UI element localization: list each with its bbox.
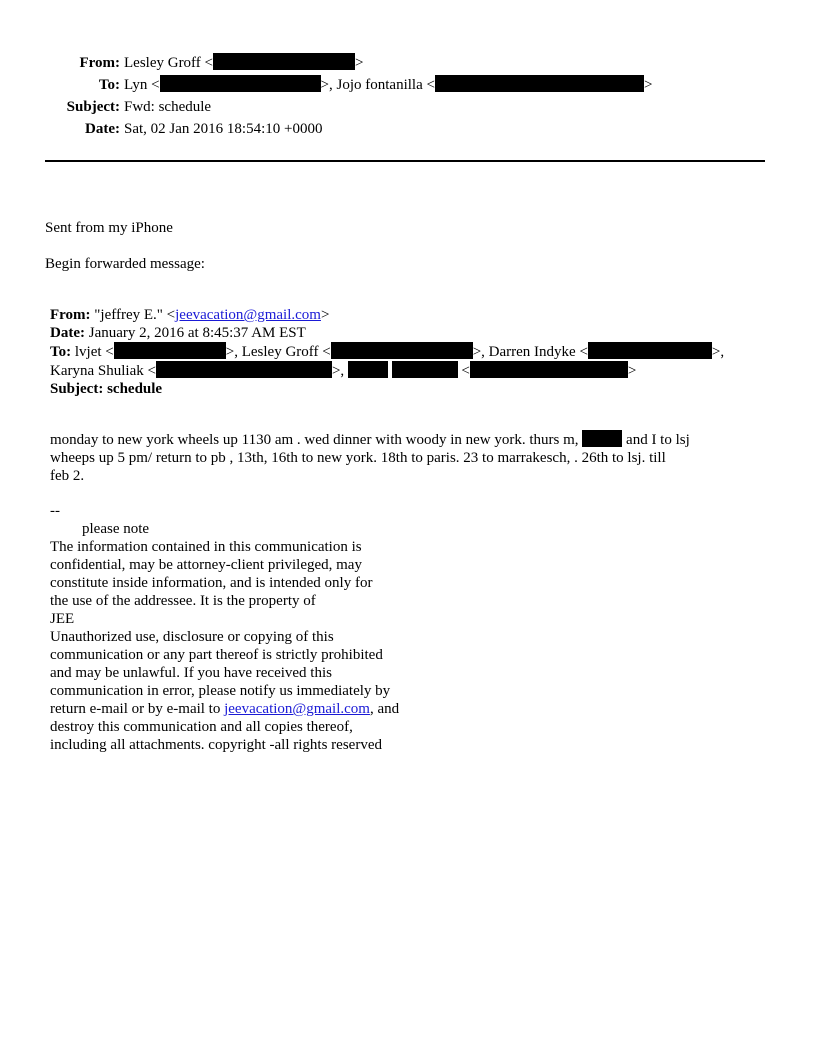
fwd-subject-label: Subject: [50, 381, 104, 397]
redaction-bar [435, 75, 644, 92]
signature-email-link[interactable]: jeevacation@gmail.com [224, 701, 370, 717]
disclaimer-line: the use of the addressee. It is the property of [50, 593, 316, 609]
redaction-bar [160, 75, 321, 92]
redaction-bar [470, 361, 628, 378]
fwd-to-part: >, [331, 363, 345, 379]
header-date-value: Sat, 02 Jan 2016 18:54:10 +0000 [124, 121, 323, 137]
header-date-row [40, 118, 760, 140]
begin-forwarded-line: Begin forwarded message: [45, 256, 205, 272]
message-line [50, 430, 765, 449]
message-body [50, 430, 765, 485]
fwd-subject-row [50, 380, 765, 398]
fwd-to-part: < [461, 363, 470, 379]
disclaimer-line: communication or any part thereof is strictly prohibited [50, 647, 383, 663]
header-subject-row [40, 96, 760, 118]
redaction-bar [213, 53, 355, 70]
forwarded-header [50, 306, 765, 398]
redaction-bar [348, 361, 388, 378]
disclaimer-line [50, 700, 450, 718]
message-text: and I to lsj [626, 432, 690, 448]
fwd-to-row [50, 342, 765, 361]
disclaimer-line: JEE [50, 611, 75, 627]
fwd-from-name: "jeffrey E." < [94, 307, 176, 323]
disclaimer-line: constitute inside information, and is intended only for [50, 575, 373, 591]
message-line: wheeps up 5 pm/ return to pb , 13th, 16th to new york. 18th to paris. 23 to marrakesch, . 26th to lsj. till [50, 450, 666, 466]
redaction-bar [156, 361, 332, 378]
fwd-date-row [50, 324, 765, 342]
redaction-bar [331, 342, 473, 359]
disclaimer-line: Unauthorized use, disclosure or copying of this [50, 629, 334, 645]
fwd-to-part: >, Darren Indyke < [472, 344, 588, 360]
header-from-name: Lesley Groff < [124, 55, 213, 71]
return-suffix: , and [369, 701, 400, 717]
fwd-to-part: Karyna Shuliak < [50, 363, 156, 379]
header-date-label: Date: [85, 121, 120, 137]
signature-dashes: -- [50, 503, 60, 519]
fwd-from-email-link[interactable]: jeevacation@gmail.com [175, 307, 321, 323]
disclaimer-line: The information contained in this communication is [50, 539, 362, 555]
header-to-end: > [643, 77, 653, 93]
fwd-to-part: >, [711, 344, 725, 360]
intro-block [45, 218, 745, 290]
disclaimer-line: confidential, may be attorney-client privileged, may [50, 557, 362, 573]
header-to-row [40, 74, 760, 96]
header-to-label: To: [98, 77, 120, 93]
fwd-from-row [50, 306, 765, 324]
signature-block [50, 502, 450, 754]
fwd-to-row-continued [50, 361, 765, 380]
fwd-to-part: lvjet < [74, 344, 114, 360]
redaction-bar [588, 342, 712, 359]
header-divider [45, 160, 765, 162]
disclaimer-line: destroy this communication and all copies thereof, [50, 719, 353, 735]
header-from-label: From: [79, 55, 120, 71]
fwd-to-part: >, Lesley Groff < [225, 344, 331, 360]
fwd-date-label: Date: [50, 325, 85, 341]
disclaimer-line: and may be unlawful. If you have received this [50, 665, 332, 681]
redaction-bar [114, 342, 226, 359]
header-subject-value: Fwd: schedule [124, 99, 212, 115]
header-subject-label: Subject: [66, 99, 120, 115]
message-line: feb 2. [50, 468, 85, 484]
header-to-mid: >, Jojo fontanilla < [320, 77, 435, 93]
fwd-to-part: > [627, 363, 637, 379]
redaction-bar [582, 430, 622, 447]
fwd-subject-value: schedule [107, 381, 163, 397]
disclaimer-line: including all attachments. copyright -all rights reserved [50, 737, 382, 753]
sent-from-line: Sent from my iPhone [45, 220, 173, 236]
redaction-bar [392, 361, 458, 378]
return-prefix: return e-mail or by e-mail to [50, 701, 225, 717]
email-header [40, 52, 760, 140]
please-note: please note [82, 521, 150, 537]
fwd-date-value: January 2, 2016 at 8:45:37 AM EST [88, 325, 306, 341]
fwd-from-label: From: [50, 307, 91, 323]
header-to-name: Lyn < [124, 77, 160, 93]
message-text: monday to new york wheels up 1130 am . wed dinner with woody in new york. thurs m, [50, 432, 579, 448]
disclaimer-line: communication in error, please notify us immediately by [50, 683, 391, 699]
fwd-from-end: > [320, 307, 330, 323]
header-from-row [40, 52, 760, 74]
fwd-to-label: To: [50, 344, 72, 360]
header-from-end: > [355, 55, 364, 71]
